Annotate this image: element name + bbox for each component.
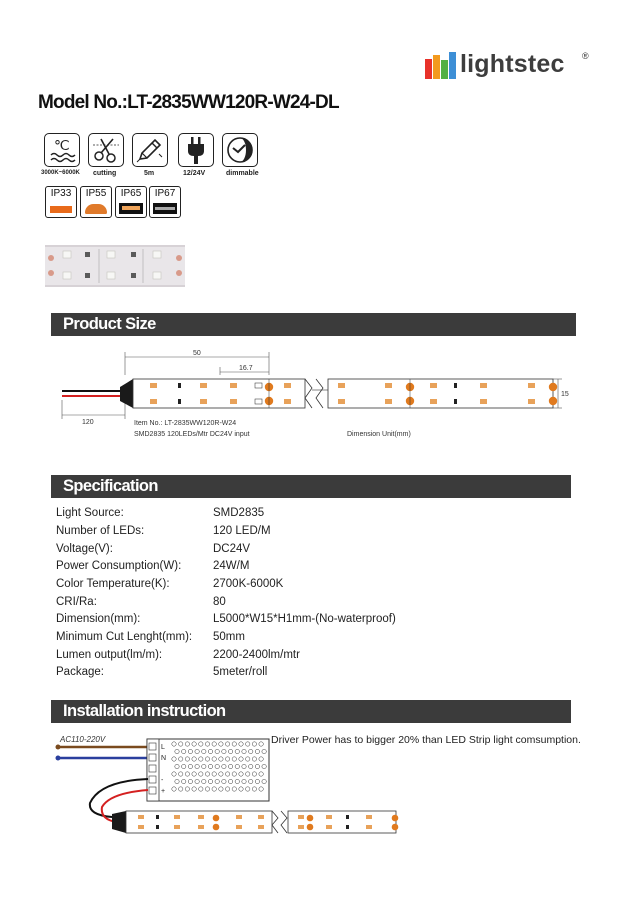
vent-hole <box>262 749 266 753</box>
spec-value: 50mm <box>213 631 245 643</box>
vent-hole <box>225 757 229 761</box>
feature-cutting <box>88 133 124 167</box>
terminal-positive: + <box>161 788 166 795</box>
vent-hole <box>222 749 226 753</box>
dimension-unit-text: Dimension Unit(mm) <box>347 431 411 438</box>
ip67-label: IP67 <box>154 188 176 199</box>
spec-value: SMD2835 <box>213 507 265 519</box>
vent-hole <box>199 772 203 776</box>
feature-voltage <box>178 133 214 167</box>
ip55-label: IP55 <box>85 188 107 199</box>
spec-value: 5meter/roll <box>213 666 268 678</box>
spec-value: DC24V <box>213 543 251 555</box>
spec-key: Minimum Cut Lenght(mm): <box>56 631 193 643</box>
dim-16-7: 16.7 <box>239 365 253 372</box>
spec-key: Lumen output(lm/m): <box>56 649 163 661</box>
vent-hole <box>228 749 232 753</box>
vent-hole <box>212 757 216 761</box>
vent-hole <box>205 757 209 761</box>
vent-hole <box>225 787 229 791</box>
vent-hole <box>208 764 212 768</box>
vent-hole <box>239 757 243 761</box>
spec-value: L5000*W15*H1mm-(No-waterproof) <box>213 613 396 625</box>
plug-icon <box>179 134 213 166</box>
vent-hole <box>182 764 186 768</box>
brand-logo <box>425 50 595 82</box>
dim-120: 120 <box>82 419 94 426</box>
section-title-product-size: Product Size <box>63 315 156 333</box>
vent-hole <box>172 787 176 791</box>
spec-key: Voltage(V): <box>56 543 113 555</box>
vent-hole <box>188 779 192 783</box>
vent-hole <box>188 764 192 768</box>
terminal-n: N <box>161 755 167 762</box>
vent-hole <box>202 749 206 753</box>
vent-hole <box>242 749 246 753</box>
feature-label-cutting: cutting <box>93 170 117 177</box>
vent-hole <box>219 757 223 761</box>
vent-hole <box>235 779 239 783</box>
spec-key: Power Consumption(W): <box>56 560 182 572</box>
vent-hole <box>228 779 232 783</box>
vent-hole <box>259 742 263 746</box>
vent-hole <box>205 742 209 746</box>
vent-hole <box>246 742 250 746</box>
vent-hole <box>249 779 253 783</box>
vent-hole <box>179 772 183 776</box>
vent-hole <box>192 757 196 761</box>
vent-hole <box>182 749 186 753</box>
installation-note: Driver Power has to bigger 20% than LED Strip light comsumption. <box>271 734 581 746</box>
temperature-water-icon <box>45 134 79 166</box>
feature-label-voltage: 12/24V <box>183 170 206 177</box>
ip33-label: IP33 <box>50 188 72 199</box>
feature-label-length: 5m <box>144 170 155 177</box>
product-size-diagram <box>50 345 590 445</box>
section-header-installation <box>51 700 571 723</box>
vent-hole <box>239 772 243 776</box>
vent-hole <box>192 772 196 776</box>
vent-hole <box>259 787 263 791</box>
vent-hole <box>179 787 183 791</box>
vent-hole <box>179 757 183 761</box>
vent-hole <box>195 764 199 768</box>
feature-label-temperature: 3000K~6000K <box>41 170 80 176</box>
section-title-specification: Specification <box>63 477 158 495</box>
vent-hole <box>212 772 216 776</box>
registered-mark: ® <box>582 51 589 61</box>
vent-hole <box>232 757 236 761</box>
spec-value: 2700K-6000K <box>213 578 284 590</box>
vent-hole <box>199 787 203 791</box>
vent-hole <box>252 742 256 746</box>
vent-hole <box>252 772 256 776</box>
vent-hole <box>228 764 232 768</box>
vent-hole <box>202 764 206 768</box>
vent-hole <box>185 742 189 746</box>
vent-hole <box>249 749 253 753</box>
vent-hole <box>262 764 266 768</box>
vent-hole <box>219 742 223 746</box>
vent-hole <box>232 742 236 746</box>
vent-hole <box>185 772 189 776</box>
vent-hole <box>255 749 259 753</box>
spec-key: Light Source: <box>56 507 124 519</box>
vent-hole <box>259 772 263 776</box>
vent-hole <box>225 742 229 746</box>
feature-temperature <box>44 133 80 167</box>
vent-hole <box>239 742 243 746</box>
vent-hole <box>175 764 179 768</box>
vent-hole <box>192 742 196 746</box>
vent-hole <box>195 749 199 753</box>
vent-hole <box>255 779 259 783</box>
vent-hole <box>249 764 253 768</box>
vent-hole <box>252 787 256 791</box>
vent-hole <box>246 772 250 776</box>
pencil-icon <box>133 134 167 166</box>
ip65-rating <box>115 186 147 218</box>
strip-photo <box>45 245 185 287</box>
ip65-label: IP65 <box>120 188 142 199</box>
vent-hole <box>215 779 219 783</box>
vent-hole <box>215 764 219 768</box>
vent-hole <box>232 772 236 776</box>
vent-hole <box>219 772 223 776</box>
vent-hole <box>199 757 203 761</box>
vent-hole <box>208 779 212 783</box>
feature-dimmable <box>222 133 258 167</box>
terminal-l: L <box>161 744 165 751</box>
spec-key: CRI/Ra: <box>56 596 97 608</box>
vent-hole <box>252 757 256 761</box>
vent-hole <box>235 749 239 753</box>
vent-hole <box>235 764 239 768</box>
spec-key: Color Temperature(K): <box>56 578 170 590</box>
vent-hole <box>208 749 212 753</box>
installation-diagram <box>50 733 410 843</box>
vent-hole <box>202 779 206 783</box>
spec-key: Package: <box>56 666 104 678</box>
spec-key: Dimension(mm): <box>56 613 141 625</box>
vent-hole <box>205 787 209 791</box>
page-title: Model No.:LT-2835WW120R-W24-DL <box>38 92 339 113</box>
vent-hole <box>215 749 219 753</box>
section-title-installation: Installation instruction <box>63 702 226 720</box>
feature-label-dimmable: dimmable <box>226 170 259 177</box>
vent-hole <box>262 779 266 783</box>
vent-hole <box>179 742 183 746</box>
logo-bars-icon <box>425 50 459 80</box>
vent-hole <box>242 764 246 768</box>
vent-hole <box>232 787 236 791</box>
spec-value: 80 <box>213 596 226 608</box>
dim-50: 50 <box>193 350 201 357</box>
scissors-icon <box>89 134 123 166</box>
vent-hole <box>175 749 179 753</box>
vent-hole <box>182 779 186 783</box>
ac-voltage-label: AC110-220V <box>60 735 106 744</box>
vent-hole <box>246 787 250 791</box>
spec-value: 2200-2400lm/mtr <box>213 649 300 661</box>
ip33-rating <box>45 186 77 218</box>
svg-text:℃: ℃ <box>54 137 70 153</box>
spec-value: 120 LED/M <box>213 525 271 537</box>
vent-hole <box>192 787 196 791</box>
vent-hole <box>239 787 243 791</box>
item-no-text: Item No.: LT-2835WW120R-W24 <box>134 420 237 427</box>
vent-hole <box>246 757 250 761</box>
vent-hole <box>175 779 179 783</box>
vent-hole <box>212 787 216 791</box>
dim-15: 15 <box>561 391 569 398</box>
dimmer-icon <box>223 134 257 166</box>
vent-hole <box>185 787 189 791</box>
vent-hole <box>172 742 176 746</box>
vent-hole <box>222 764 226 768</box>
feature-length <box>132 133 168 167</box>
vent-hole <box>195 779 199 783</box>
vent-hole <box>172 772 176 776</box>
vent-hole <box>172 757 176 761</box>
vent-hole <box>188 749 192 753</box>
vent-hole <box>222 779 226 783</box>
spec-key: Number of LEDs: <box>56 525 145 537</box>
spec-value: 24W/M <box>213 560 250 572</box>
vent-hole <box>185 757 189 761</box>
vent-hole <box>212 742 216 746</box>
brand-name: lightstec <box>460 50 565 78</box>
section-header-specification <box>51 475 571 498</box>
vent-hole <box>205 772 209 776</box>
item-spec-text: SMD2835 120LEDs/Mtr DC24V input <box>134 431 250 438</box>
vent-hole <box>259 757 263 761</box>
vent-hole <box>225 772 229 776</box>
driver-power-box <box>147 739 269 801</box>
section-header-product-size <box>51 313 576 336</box>
terminal-negative: - <box>161 777 164 784</box>
vent-hole <box>219 787 223 791</box>
ip67-rating <box>149 186 181 218</box>
vent-hole <box>242 779 246 783</box>
ip55-rating <box>80 186 112 218</box>
vent-hole <box>255 764 259 768</box>
vent-hole <box>199 742 203 746</box>
